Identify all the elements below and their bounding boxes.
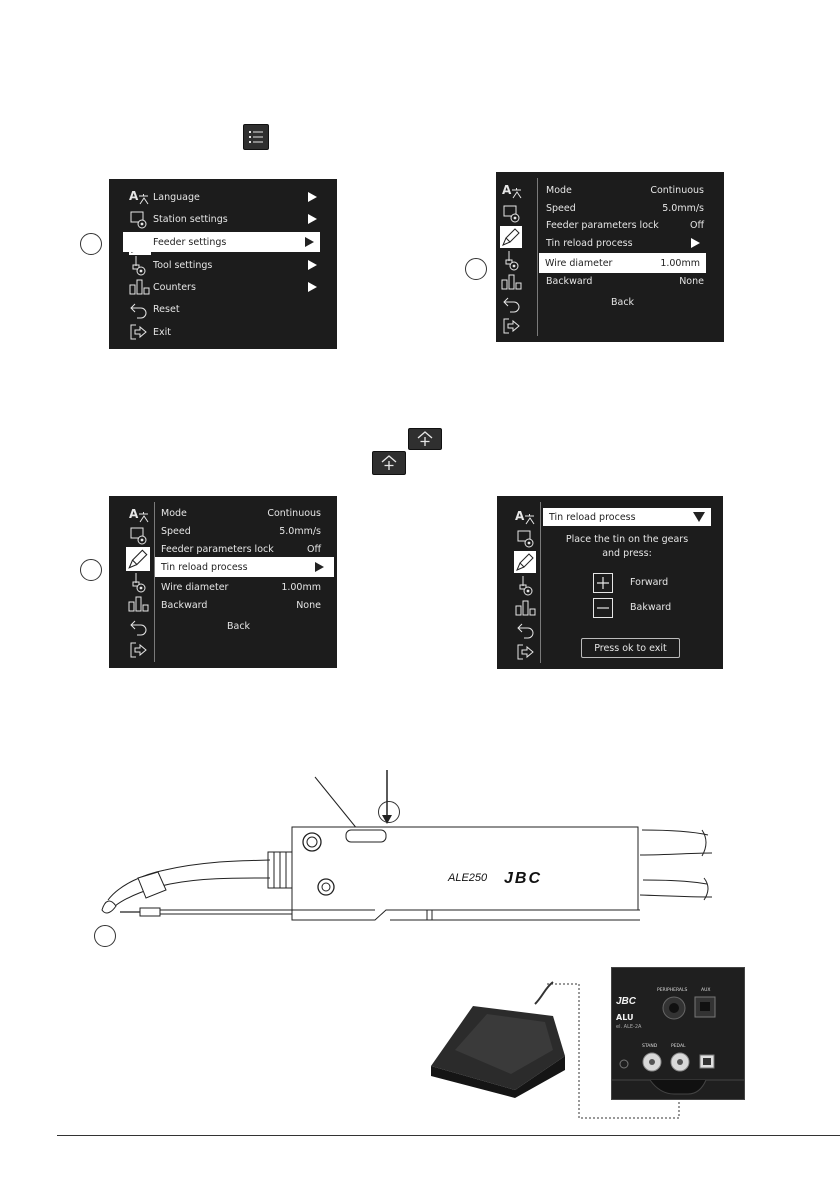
setting-label: Feeder parameters lock — [161, 543, 274, 555]
menu-item-counters[interactable] — [147, 277, 323, 297]
language-icon — [129, 188, 149, 206]
station-settings-icon — [129, 210, 149, 230]
svg-text:A: A — [129, 189, 139, 203]
setting-value: 5.0mm/s — [279, 525, 321, 537]
menu-list-icon — [243, 124, 269, 150]
menu-item-label: Language — [153, 191, 200, 203]
setting-row-wire-diameter[interactable] — [539, 253, 706, 273]
setting-value: 1.00mm — [281, 581, 321, 593]
tool-settings-icon — [516, 575, 536, 597]
setting-value: Continuous — [650, 184, 704, 196]
station-settings-icon — [516, 529, 536, 549]
language-icon — [515, 508, 535, 526]
station-settings-icon — [502, 204, 522, 224]
setting-value: 5.0mm/s — [662, 202, 704, 214]
language-icon — [129, 506, 149, 524]
setting-value: Continuous — [267, 507, 321, 519]
setting-value: Off — [689, 219, 704, 231]
svg-text:A: A — [502, 183, 512, 197]
menu-item-label: Station settings — [153, 213, 228, 225]
setting-row-feeder-lock[interactable] — [155, 539, 327, 559]
setting-label: Feeder parameters lock — [546, 219, 659, 231]
main-menu-screen — [109, 179, 337, 349]
arrow-right-icon — [315, 562, 324, 572]
backward-label: Bakward — [630, 602, 672, 613]
svg-text:A: A — [129, 507, 139, 521]
reset-icon — [129, 301, 149, 319]
tin-up-icon — [408, 428, 442, 450]
reset-icon — [129, 618, 149, 636]
menu-item-reset[interactable] — [147, 299, 323, 319]
feeder-device-illustration — [90, 760, 730, 940]
setting-row-speed[interactable] — [155, 521, 327, 541]
setting-row-feeder-lock[interactable] — [540, 215, 710, 235]
footer-rule — [57, 1135, 840, 1136]
setting-value: 1.00mm — [660, 257, 700, 269]
menu-item-label: Counters — [153, 281, 196, 293]
exit-icon — [129, 323, 149, 341]
forward-label: Forward — [630, 577, 669, 588]
setting-label: Backward — [546, 275, 593, 287]
reset-icon — [502, 295, 522, 313]
station-rear-panel — [611, 967, 745, 1100]
forward-key[interactable] — [593, 573, 613, 593]
setting-row-tin-reload[interactable] — [540, 233, 706, 253]
exit-icon — [502, 317, 522, 335]
arrow-right-icon — [308, 214, 317, 224]
setting-label: Tin reload process — [546, 237, 633, 249]
station-model-detail: el. ALE-2A — [616, 1024, 642, 1030]
tin-reload-title-bar[interactable] — [543, 508, 711, 526]
station-ports — [612, 968, 744, 1099]
setting-label: Wire diameter — [545, 257, 613, 269]
back-option[interactable]: Back — [611, 297, 635, 308]
setting-value: None — [296, 599, 321, 611]
setting-label: Tin reload process — [161, 561, 248, 573]
tool-settings-icon — [129, 572, 149, 594]
setting-row-backward[interactable] — [155, 595, 327, 615]
feeder-icon — [514, 551, 536, 573]
setting-label: Mode — [161, 507, 187, 519]
backward-key[interactable] — [593, 598, 613, 618]
menu-item-tool-settings[interactable] — [147, 255, 323, 275]
aux-label: AUX — [701, 988, 711, 993]
arrow-right-icon — [308, 282, 317, 292]
menu-item-label: Feeder settings — [153, 236, 227, 248]
tin-reload-select-screen — [109, 496, 337, 668]
device-model-label: ALE250 — [448, 872, 488, 884]
arrow-right-icon — [308, 192, 317, 202]
menu-item-label: Reset — [153, 303, 180, 315]
exit-icon — [516, 643, 536, 661]
setting-row-backward[interactable] — [540, 271, 710, 291]
setting-label: Wire diameter — [161, 581, 229, 593]
menu-item-exit[interactable] — [147, 322, 323, 342]
instruction-line-1: Place the tin on the gears — [565, 534, 689, 545]
device-brand-logo: JBC — [504, 870, 543, 887]
tin-up-icon — [372, 451, 406, 475]
feeder-settings-screen — [496, 172, 724, 342]
svg-text:A: A — [515, 509, 525, 523]
stand-label: STAND — [642, 1044, 658, 1049]
arrow-right-icon — [305, 237, 314, 247]
menu-item-feeder-settings[interactable] — [123, 232, 320, 252]
station-settings-icon — [129, 526, 149, 546]
press-ok-to-exit-button[interactable]: Press ok to exit — [581, 638, 680, 658]
setting-label: Speed — [161, 525, 191, 537]
counters-icon — [515, 600, 537, 616]
tin-reload-process-screen — [497, 496, 723, 669]
language-icon — [502, 182, 522, 200]
step-circle-3 — [80, 559, 102, 581]
menu-item-station-settings[interactable] — [147, 209, 323, 229]
setting-row-tin-reload[interactable] — [155, 557, 334, 577]
divider — [540, 502, 541, 663]
counters-icon — [501, 274, 523, 290]
menu-item-label: Tool settings — [153, 259, 213, 271]
setting-value: None — [679, 275, 704, 287]
setting-label: Backward — [161, 599, 208, 611]
pedal-label: PEDAL — [671, 1044, 686, 1049]
popup-title: Tin reload process — [549, 511, 636, 523]
setting-row-mode[interactable] — [540, 180, 710, 200]
station-brand-label: JBC — [616, 996, 637, 1007]
divider — [537, 178, 538, 336]
tool-settings-icon — [129, 255, 149, 277]
setting-label: Mode — [546, 184, 572, 196]
setting-row-mode[interactable] — [155, 503, 327, 523]
setting-row-wire-diameter[interactable] — [155, 577, 327, 597]
feeder-icon — [500, 226, 522, 248]
counters-icon — [128, 596, 150, 612]
menu-item-language[interactable] — [147, 187, 323, 207]
peripherals-label: PERIPHERALS — [657, 988, 688, 993]
instruction-text — [547, 533, 707, 561]
tool-settings-icon — [502, 250, 522, 272]
back-option[interactable]: Back — [227, 621, 251, 632]
menu-item-label: Exit — [153, 326, 171, 338]
station-model-label: ALU — [616, 1013, 634, 1022]
arrow-right-icon — [308, 260, 317, 270]
step-circle-1 — [80, 233, 102, 255]
setting-label: Speed — [546, 202, 576, 214]
step-circle-2 — [465, 258, 487, 280]
feeder-icon — [126, 547, 150, 571]
dropdown-arrow-icon — [693, 512, 705, 522]
arrow-right-icon — [691, 238, 700, 248]
instruction-line-2: and press: — [602, 548, 652, 559]
reset-icon — [516, 621, 536, 639]
exit-icon — [129, 641, 149, 659]
setting-value: Off — [306, 543, 321, 555]
